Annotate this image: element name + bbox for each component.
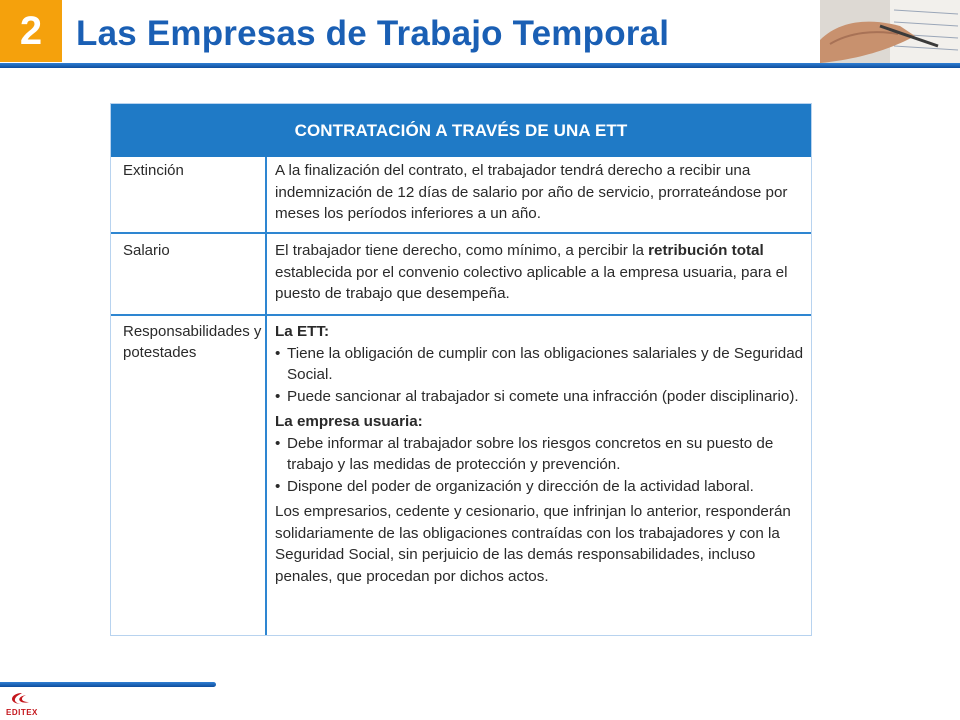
list-item: • Puede sancionar al trabajador si comete una infracción (poder disciplinario). [275, 386, 807, 408]
slide-title: Las Empresas de Trabajo Temporal [76, 14, 670, 53]
ett-contract-table [110, 103, 812, 636]
column-divider [265, 157, 267, 635]
editex-logo-text: EDITEX [6, 708, 38, 717]
ett-heading: La ETT: [275, 323, 330, 340]
ett-obligations-list [275, 343, 807, 408]
row-text-salario [275, 240, 807, 305]
salario-text-start: El trabajador tiene derecho, como mínimo, a percibir la [275, 242, 649, 259]
salario-text-end: establecida por el convenio colectivo aplicable a la empresa usuaria, para el puesto de trabajo que desempeña. [275, 263, 788, 302]
list-item: • Tiene la obligación de cumplir con las obligaciones salariales y de Seguridad Social. [275, 343, 807, 386]
salario-text-bold: retribución total [648, 242, 764, 259]
row-label-salario: Salario [123, 242, 170, 259]
usuaria-heading: La empresa usuaria: [275, 413, 423, 430]
row-separator [111, 232, 811, 234]
footer-divider [0, 682, 216, 687]
header-divider [0, 63, 960, 68]
list-item: • Debe informar al trabajador sobre los riesgos concretos en su puesto de trabajo y las medidas de protección y prevención. [275, 433, 807, 476]
closing-paragraph: Los empresarios, cedente y cesionario, que infrinjan lo anterior, responderán solidariamente de las obligaciones contraídas con los trabajadores y con la Seguridad Social, sin perjuicio de las demás responsabilidades, incluso penales, que procedan por dichos actos. [275, 503, 791, 585]
usuaria-obligations-list [275, 433, 807, 498]
chapter-number-badge [0, 0, 62, 62]
row-label-responsabilidades: Responsabilidades y potestades [123, 323, 262, 361]
row-label-extincion: Extinción [123, 162, 184, 179]
writing-hand-image [820, 0, 960, 63]
row-text-extincion: A la finalización del contrato, el trabajador tendrá derecho a recibir una indemnización de 12 días de salario por año de servicio, prorrateándose por meses los períodos inferiores a un año. [275, 162, 788, 222]
row-text-responsabilidades [275, 321, 807, 587]
header-photo-writing-hand [820, 0, 960, 63]
chapter-number: 2 [19, 8, 43, 53]
list-item: • Dispone del poder de organización y dirección de la actividad laboral. [275, 476, 807, 498]
table-title: CONTRATACIÓN A TRAVÉS DE UNA ETT [111, 104, 811, 157]
row-separator [111, 314, 811, 316]
